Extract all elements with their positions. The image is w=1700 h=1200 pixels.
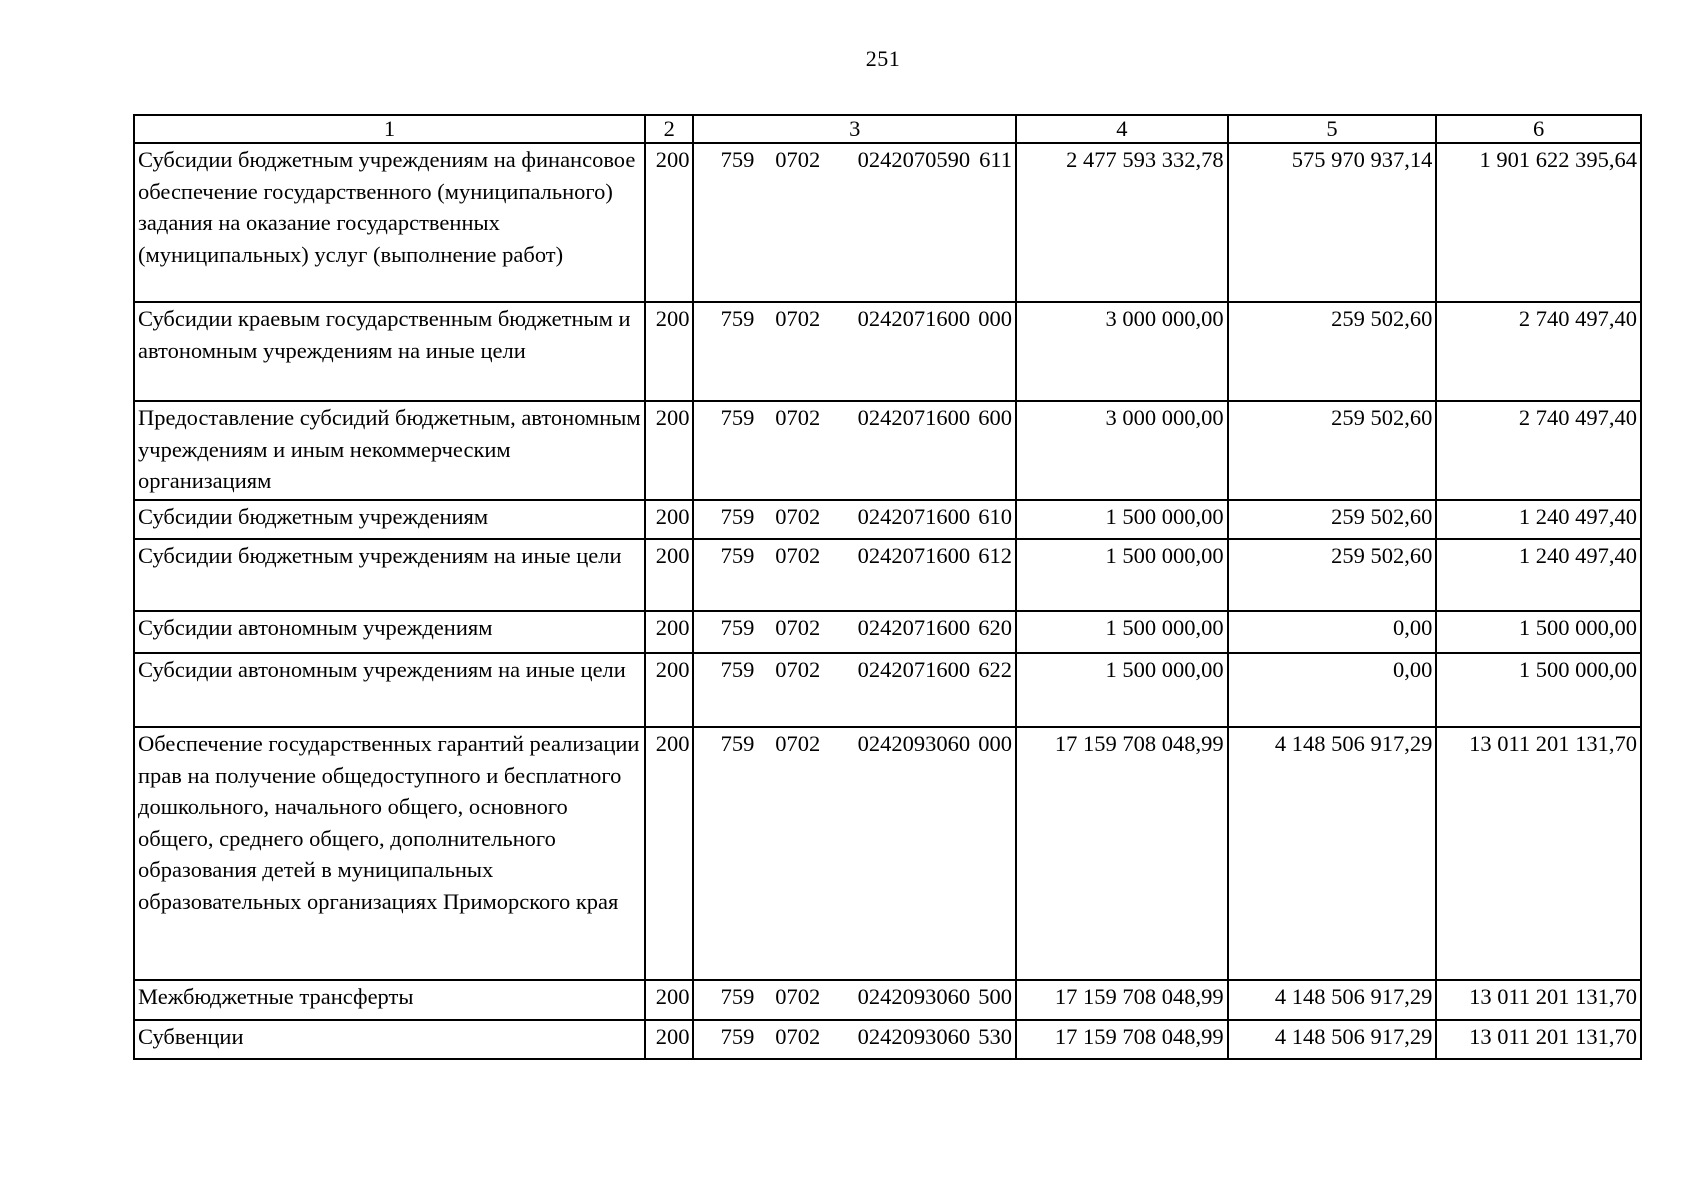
classification-code [693, 727, 1016, 980]
target-code: 0242071600 [857, 657, 971, 682]
section-code: 0702 [775, 306, 821, 331]
row-description: Субсидии автономным учреждениям на иные цели [134, 653, 645, 727]
row-description: Субсидии бюджетным учреждениям на иные цели [134, 539, 645, 611]
section-code: 0702 [775, 615, 821, 640]
target-code: 0242093060 [857, 984, 971, 1009]
expense-type-code: 500 [978, 984, 1012, 1009]
section-code: 0702 [775, 1024, 821, 1049]
table-row [134, 143, 1641, 302]
planned-amount: 17 159 708 048,99 [1016, 727, 1228, 980]
admin-code: 200 [645, 727, 693, 980]
planned-amount: 1 500 000,00 [1016, 539, 1228, 611]
table-row [134, 727, 1641, 980]
target-code: 0242093060 [857, 731, 971, 756]
column-header: 4 [1016, 115, 1228, 143]
classification-code [693, 980, 1016, 1020]
ministry-code: 759 [720, 731, 755, 756]
table-row [134, 401, 1641, 500]
row-description: Обеспечение государственных гарантий реализации прав на получение общедоступного и бесплатного дошкольного, начального общего, основного общего, среднего общего, дополнительного образования детей в муниципальных образовательных организациях Приморского края [134, 727, 645, 980]
classification-code [693, 653, 1016, 727]
expense-type-code: 000 [978, 731, 1012, 756]
table-row [134, 611, 1641, 653]
planned-amount: 3 000 000,00 [1016, 302, 1228, 401]
page-number: 251 [865, 46, 901, 71]
expense-type-code: 611 [979, 147, 1012, 172]
ministry-code: 759 [720, 405, 755, 430]
planned-amount: 3 000 000,00 [1016, 401, 1228, 500]
expense-type-code: 000 [978, 306, 1012, 331]
classification-code [693, 302, 1016, 401]
ministry-code: 759 [720, 657, 755, 682]
row-description: Субсидии краевым государственным бюджетным и автономным учреждениям на иные цели [134, 302, 645, 401]
remaining-amount: 1 500 000,00 [1436, 653, 1641, 727]
target-code: 0242070590 [857, 147, 971, 172]
table-row [134, 653, 1641, 727]
section-code: 0702 [775, 984, 821, 1009]
remaining-amount: 2 740 497,40 [1436, 302, 1641, 401]
admin-code: 200 [645, 653, 693, 727]
admin-code: 200 [645, 143, 693, 302]
budget-table [133, 114, 1642, 1060]
expense-type-code: 600 [978, 405, 1012, 430]
classification-code [693, 143, 1016, 302]
classification-code [693, 401, 1016, 500]
admin-code: 200 [645, 1020, 693, 1059]
planned-amount: 17 159 708 048,99 [1016, 1020, 1228, 1059]
column-header: 6 [1436, 115, 1641, 143]
section-code: 0702 [775, 657, 821, 682]
admin-code: 200 [645, 611, 693, 653]
table-row [134, 1020, 1641, 1059]
classification-code [693, 500, 1016, 539]
row-description: Субсидии бюджетным учреждениям на финансовое обеспечение государственного (муниципального) задания на оказание государственных (муниципальных) услуг (выполнение работ) [134, 143, 645, 302]
header-row [134, 115, 1641, 143]
executed-amount: 259 502,60 [1228, 539, 1437, 611]
admin-code: 200 [645, 980, 693, 1020]
admin-code: 200 [645, 500, 693, 539]
executed-amount: 259 502,60 [1228, 401, 1437, 500]
ministry-code: 759 [720, 1024, 755, 1049]
expense-type-code: 530 [978, 1024, 1012, 1049]
admin-code: 200 [645, 401, 693, 500]
row-description: Субвенции [134, 1020, 645, 1059]
row-description: Субсидии автономным учреждениям [134, 611, 645, 653]
planned-amount: 1 500 000,00 [1016, 500, 1228, 539]
classification-code [693, 539, 1016, 611]
ministry-code: 759 [720, 615, 755, 640]
planned-amount: 2 477 593 332,78 [1016, 143, 1228, 302]
row-description: Предоставление субсидий бюджетным, автономным учреждениям и иным некоммерческим организациям [134, 401, 645, 500]
remaining-amount: 2 740 497,40 [1436, 401, 1641, 500]
target-code: 0242071600 [857, 615, 971, 640]
target-code: 0242071600 [857, 306, 971, 331]
target-code: 0242071600 [857, 405, 971, 430]
expense-type-code: 620 [978, 615, 1012, 640]
admin-code: 200 [645, 302, 693, 401]
table-row [134, 539, 1641, 611]
remaining-amount: 13 011 201 131,70 [1436, 1020, 1641, 1059]
section-code: 0702 [775, 731, 821, 756]
executed-amount: 4 148 506 917,29 [1228, 980, 1437, 1020]
section-code: 0702 [775, 405, 821, 430]
column-header: 5 [1228, 115, 1437, 143]
section-code: 0702 [775, 543, 821, 568]
remaining-amount: 1 240 497,40 [1436, 539, 1641, 611]
classification-code [693, 611, 1016, 653]
ministry-code: 759 [720, 984, 755, 1009]
ministry-code: 759 [720, 306, 755, 331]
target-code: 0242071600 [857, 504, 971, 529]
expense-type-code: 612 [978, 543, 1012, 568]
remaining-amount: 1 240 497,40 [1436, 500, 1641, 539]
ministry-code: 759 [720, 147, 755, 172]
remaining-amount: 13 011 201 131,70 [1436, 980, 1641, 1020]
planned-amount: 1 500 000,00 [1016, 611, 1228, 653]
section-code: 0702 [775, 147, 821, 172]
executed-amount: 259 502,60 [1228, 500, 1437, 539]
remaining-amount: 1 901 622 395,64 [1436, 143, 1641, 302]
section-code: 0702 [775, 504, 821, 529]
table-row [134, 302, 1641, 401]
column-header: 3 [693, 115, 1016, 143]
table-row [134, 500, 1641, 539]
target-code: 0242071600 [857, 543, 971, 568]
executed-amount: 575 970 937,14 [1228, 143, 1437, 302]
row-description: Межбюджетные трансферты [134, 980, 645, 1020]
planned-amount: 1 500 000,00 [1016, 653, 1228, 727]
remaining-amount: 1 500 000,00 [1436, 611, 1641, 653]
executed-amount: 0,00 [1228, 611, 1437, 653]
column-header: 2 [645, 115, 693, 143]
column-header: 1 [134, 115, 645, 143]
executed-amount: 259 502,60 [1228, 302, 1437, 401]
classification-code [693, 1020, 1016, 1059]
table-row [134, 980, 1641, 1020]
target-code: 0242093060 [857, 1024, 971, 1049]
expense-type-code: 610 [978, 504, 1012, 529]
ministry-code: 759 [720, 543, 755, 568]
executed-amount: 4 148 506 917,29 [1228, 1020, 1437, 1059]
expense-type-code: 622 [978, 657, 1012, 682]
row-description: Субсидии бюджетным учреждениям [134, 500, 645, 539]
remaining-amount: 13 011 201 131,70 [1436, 727, 1641, 980]
planned-amount: 17 159 708 048,99 [1016, 980, 1228, 1020]
executed-amount: 0,00 [1228, 653, 1437, 727]
executed-amount: 4 148 506 917,29 [1228, 727, 1437, 980]
admin-code: 200 [645, 539, 693, 611]
ministry-code: 759 [720, 504, 755, 529]
